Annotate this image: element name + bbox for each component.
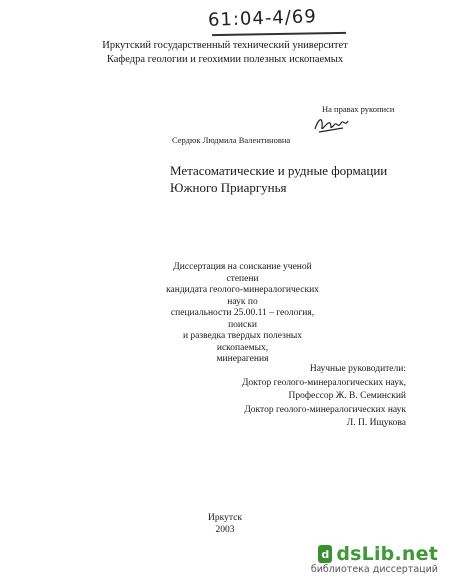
watermark-badge-icon: d: [318, 545, 332, 563]
supervisor-line: Доктор геолого-минералогических наук,: [241, 377, 406, 388]
dissertation-line: и разведка твердых полезных ископаемых,: [182, 331, 303, 353]
rights-note: На правах рукописи: [322, 104, 395, 114]
handwritten-signature: [313, 113, 353, 135]
dissertation-line: специальности 25.00.11 – геология, поиски: [170, 308, 315, 330]
dissertation-info: [160, 262, 325, 366]
dissertation-line: кандидата геолого-минералогических наук по: [166, 285, 319, 307]
university-name: Иркутский государственный технический университет: [102, 40, 348, 51]
supervisor-line: Л. П. Ищукова: [346, 418, 406, 428]
dissertation-line: минерагения: [216, 354, 269, 364]
department-name: Кафедра геологии и геохимии полезных ископаемых: [106, 54, 344, 65]
stamp-underline: [212, 32, 346, 36]
watermark-tagline: библиотека диссертаций: [310, 564, 438, 575]
supervisor-line: Доктор геолого-минералогических наук: [244, 404, 406, 415]
dissertation-line: Диссертация на соискание ученой степени: [173, 262, 312, 284]
supervisors-block: [166, 363, 406, 431]
year: 2003: [215, 525, 235, 535]
supervisor-line: Профессор Ж. В. Семинский: [288, 391, 406, 401]
watermark[interactable]: [311, 543, 438, 575]
author-name: Сердюк Людмила Валентиновна: [172, 135, 291, 145]
supervisors-heading: Научные руководители:: [309, 364, 406, 374]
watermark-logo[interactable]: [311, 543, 438, 565]
archive-stamp: 61:04-4/69: [207, 6, 318, 31]
dissertation-title: Метасоматические и рудные формации Южного Приаргунья: [170, 163, 388, 195]
watermark-name[interactable]: dsLib.net: [336, 543, 438, 565]
city: Иркутск: [208, 513, 242, 523]
